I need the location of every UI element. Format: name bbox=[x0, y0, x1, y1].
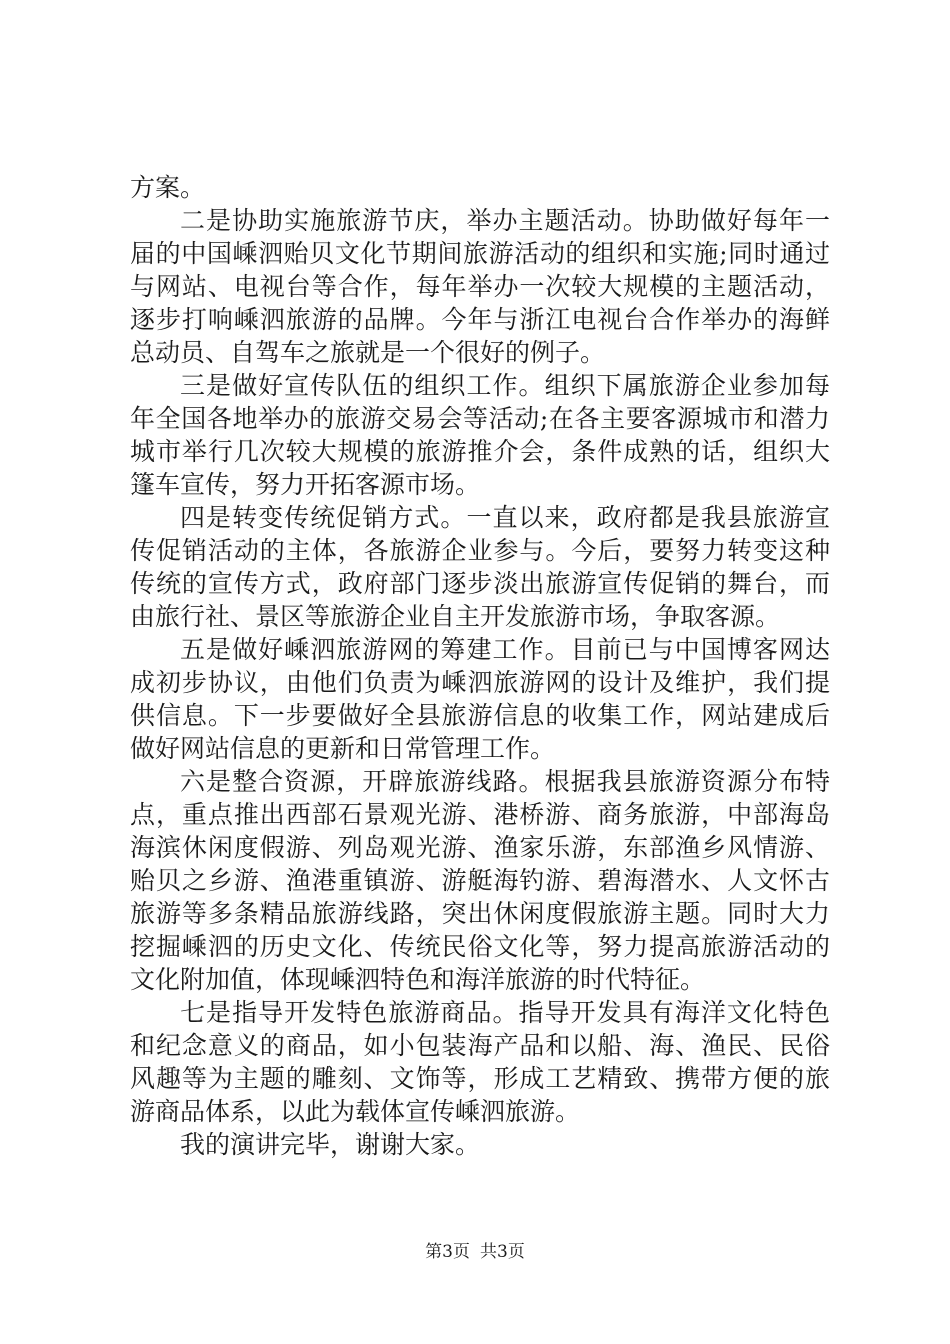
text-line: 和纪念意义的商品，如小包装海产品和以船、海、渔民、民俗 bbox=[130, 1031, 830, 1060]
paragraph-3-line: 三是做好宣传队伍的组织工作。组织下属旅游企业参加每 bbox=[180, 371, 830, 400]
text-line: 届的中国嵊泗贻贝文化节期间旅游活动的组织和实施;同时通过 bbox=[130, 239, 830, 268]
paragraph-6-line: 六是整合资源，开辟旅游线路。根据我县旅游资源分布特 bbox=[180, 767, 830, 796]
page-footer bbox=[0, 1240, 950, 1264]
paragraph-4-line: 四是转变传统促销方式。一直以来，政府都是我县旅游宣 bbox=[180, 503, 830, 532]
text-line: 供信息。下一步要做好全县旅游信息的收集工作，网站建成后 bbox=[130, 701, 830, 730]
text-line: 做好网站信息的更新和日常管理工作。 bbox=[130, 734, 556, 763]
text-line: 总动员、自驾车之旅就是一个很好的例子。 bbox=[130, 338, 606, 367]
text-line: 成初步协议，由他们负责为嵊泗旅游网的设计及维护，我们提 bbox=[130, 668, 830, 697]
text-line: 传统的宣传方式，政府部门逐步淡出旅游宣传促销的舞台，而 bbox=[130, 569, 830, 598]
text-line: 海滨休闲度假游、列岛观光游、渔家乐游，东部渔乡风情游、 bbox=[130, 833, 830, 862]
text-line: 篷车宣传，努力开拓客源市场。 bbox=[130, 470, 481, 499]
text-line: 城市举行几次较大规模的旅游推介会，条件成熟的话，组织大 bbox=[130, 437, 830, 466]
document-body bbox=[130, 171, 830, 1161]
text-line: 逐步打响嵊泗旅游的品牌。今年与浙江电视台合作举办的海鲜 bbox=[130, 305, 830, 334]
text-line: 由旅行社、景区等旅游企业自主开发旅游市场，争取客源。 bbox=[130, 602, 781, 631]
text-line: 方案。 bbox=[130, 173, 206, 202]
text-line: 年全国各地举办的旅游交易会等活动;在各主要客源城市和潜力 bbox=[130, 404, 830, 433]
paragraph-7-line: 七是指导开发特色旅游商品。指导开发具有海洋文化特色 bbox=[180, 998, 830, 1027]
text-line: 贻贝之乡游、渔港重镇游、游艇海钓游、碧海潜水、人文怀古 bbox=[130, 866, 830, 895]
paragraph-2-line: 二是协助实施旅游节庆，举办主题活动。协助做好每年一 bbox=[180, 206, 830, 235]
text-line: 游商品体系，以此为载体宣传嵊泗旅游。 bbox=[130, 1097, 581, 1126]
closing-line: 我的演讲完毕，谢谢大家。 bbox=[180, 1130, 481, 1159]
text-line: 旅游等多条精品旅游线路，突出休闲度假旅游主题。同时大力 bbox=[130, 899, 830, 928]
text-line: 挖掘嵊泗的历史文化、传统民俗文化等，努力提高旅游活动的 bbox=[130, 932, 830, 961]
text-line: 点，重点推出西部石景观光游、港桥游、商务旅游，中部海岛 bbox=[130, 800, 830, 829]
text-line: 风趣等为主题的雕刻、文饰等，形成工艺精致、携带方便的旅 bbox=[130, 1064, 830, 1093]
page-number: 第3页 bbox=[425, 1242, 470, 1262]
text-line: 文化附加值，体现嵊泗特色和海洋旅游的时代特征。 bbox=[130, 965, 706, 994]
text-line: 与网站、电视台等合作，每年举办一次较大规模的主题活动， bbox=[130, 272, 830, 301]
text-line: 传促销活动的主体，各旅游企业参与。今后，要努力转变这种 bbox=[130, 536, 830, 565]
page-total: 共3页 bbox=[480, 1242, 525, 1262]
paragraph-5-line: 五是做好嵊泗旅游网的筹建工作。目前已与中国博客网达 bbox=[180, 635, 830, 664]
